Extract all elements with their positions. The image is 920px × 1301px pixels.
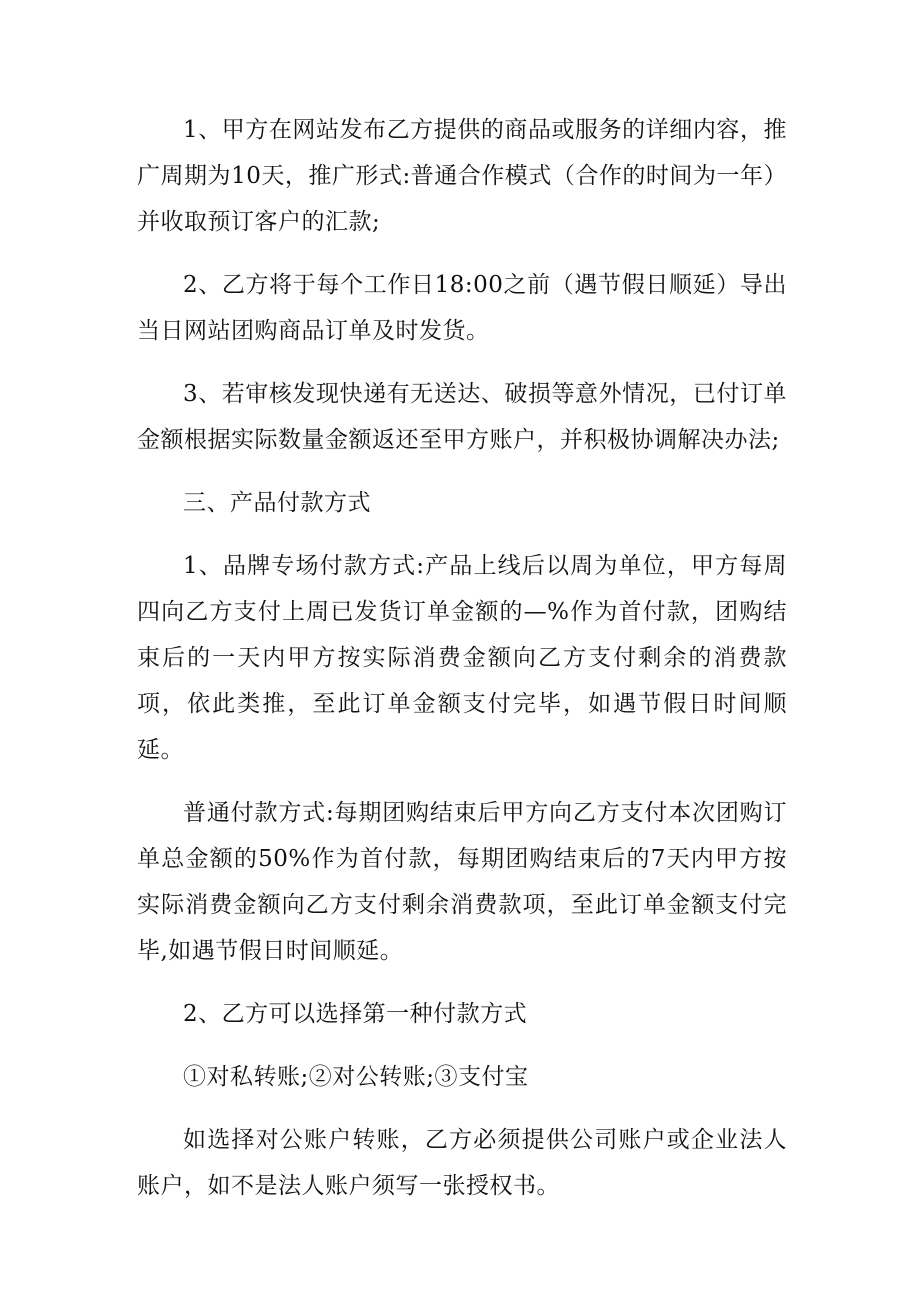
document-body <box>137 107 787 1226</box>
clause-2-shipping: 2、乙方将于每个工作日18:00之前（遇节假日顺延）导出当日网站团购商品订单及时发货。 <box>137 272 787 344</box>
payment-brand-special: 1、品牌专场付款方式:产品上线后以周为单位，甲方每周四向乙方支付上周已发货订单金额的—%作为首付款，团购结束后的一天内甲方按实际消费金额向乙方支付剩余的消费款项，依此类推，至此订单金额支付完毕，如遇节假日时间顺延。 <box>137 553 787 763</box>
clause-1-promotion: 1、甲方在网站发布乙方提供的商品或服务的详细内容，推广周期为10天，推广形式:普通合作模式（合作的时间为一年）并收取预订客户的汇款; <box>137 117 787 235</box>
section-heading-payment: 三、产品付款方式 <box>183 490 371 516</box>
payment-choice: 2、乙方可以选择第一种付款方式 <box>183 1001 528 1027</box>
payment-normal: 普通付款方式:每期团购结束后甲方向乙方支付本次团购订单总金额的50%作为首付款，每期团购结束后的7天内甲方按实际消费金额向乙方支付剩余消费款项，至此订单金额支付完毕,如遇节假日时间顺延。 <box>137 800 787 964</box>
payment-corporate-note: 如选择对公账户转账，乙方必须提供公司账户或企业法人账户，如不是法人账户须写一张授权书。 <box>137 1127 787 1199</box>
payment-options: ①对私转账;②对公转账;③支付宝 <box>183 1064 529 1090</box>
clause-3-refund: 3、若审核发现快递有无送达、破损等意外情况，已付订单金额根据实际数量金额返还至甲方账户，并积极协调解决办法; <box>137 381 787 453</box>
